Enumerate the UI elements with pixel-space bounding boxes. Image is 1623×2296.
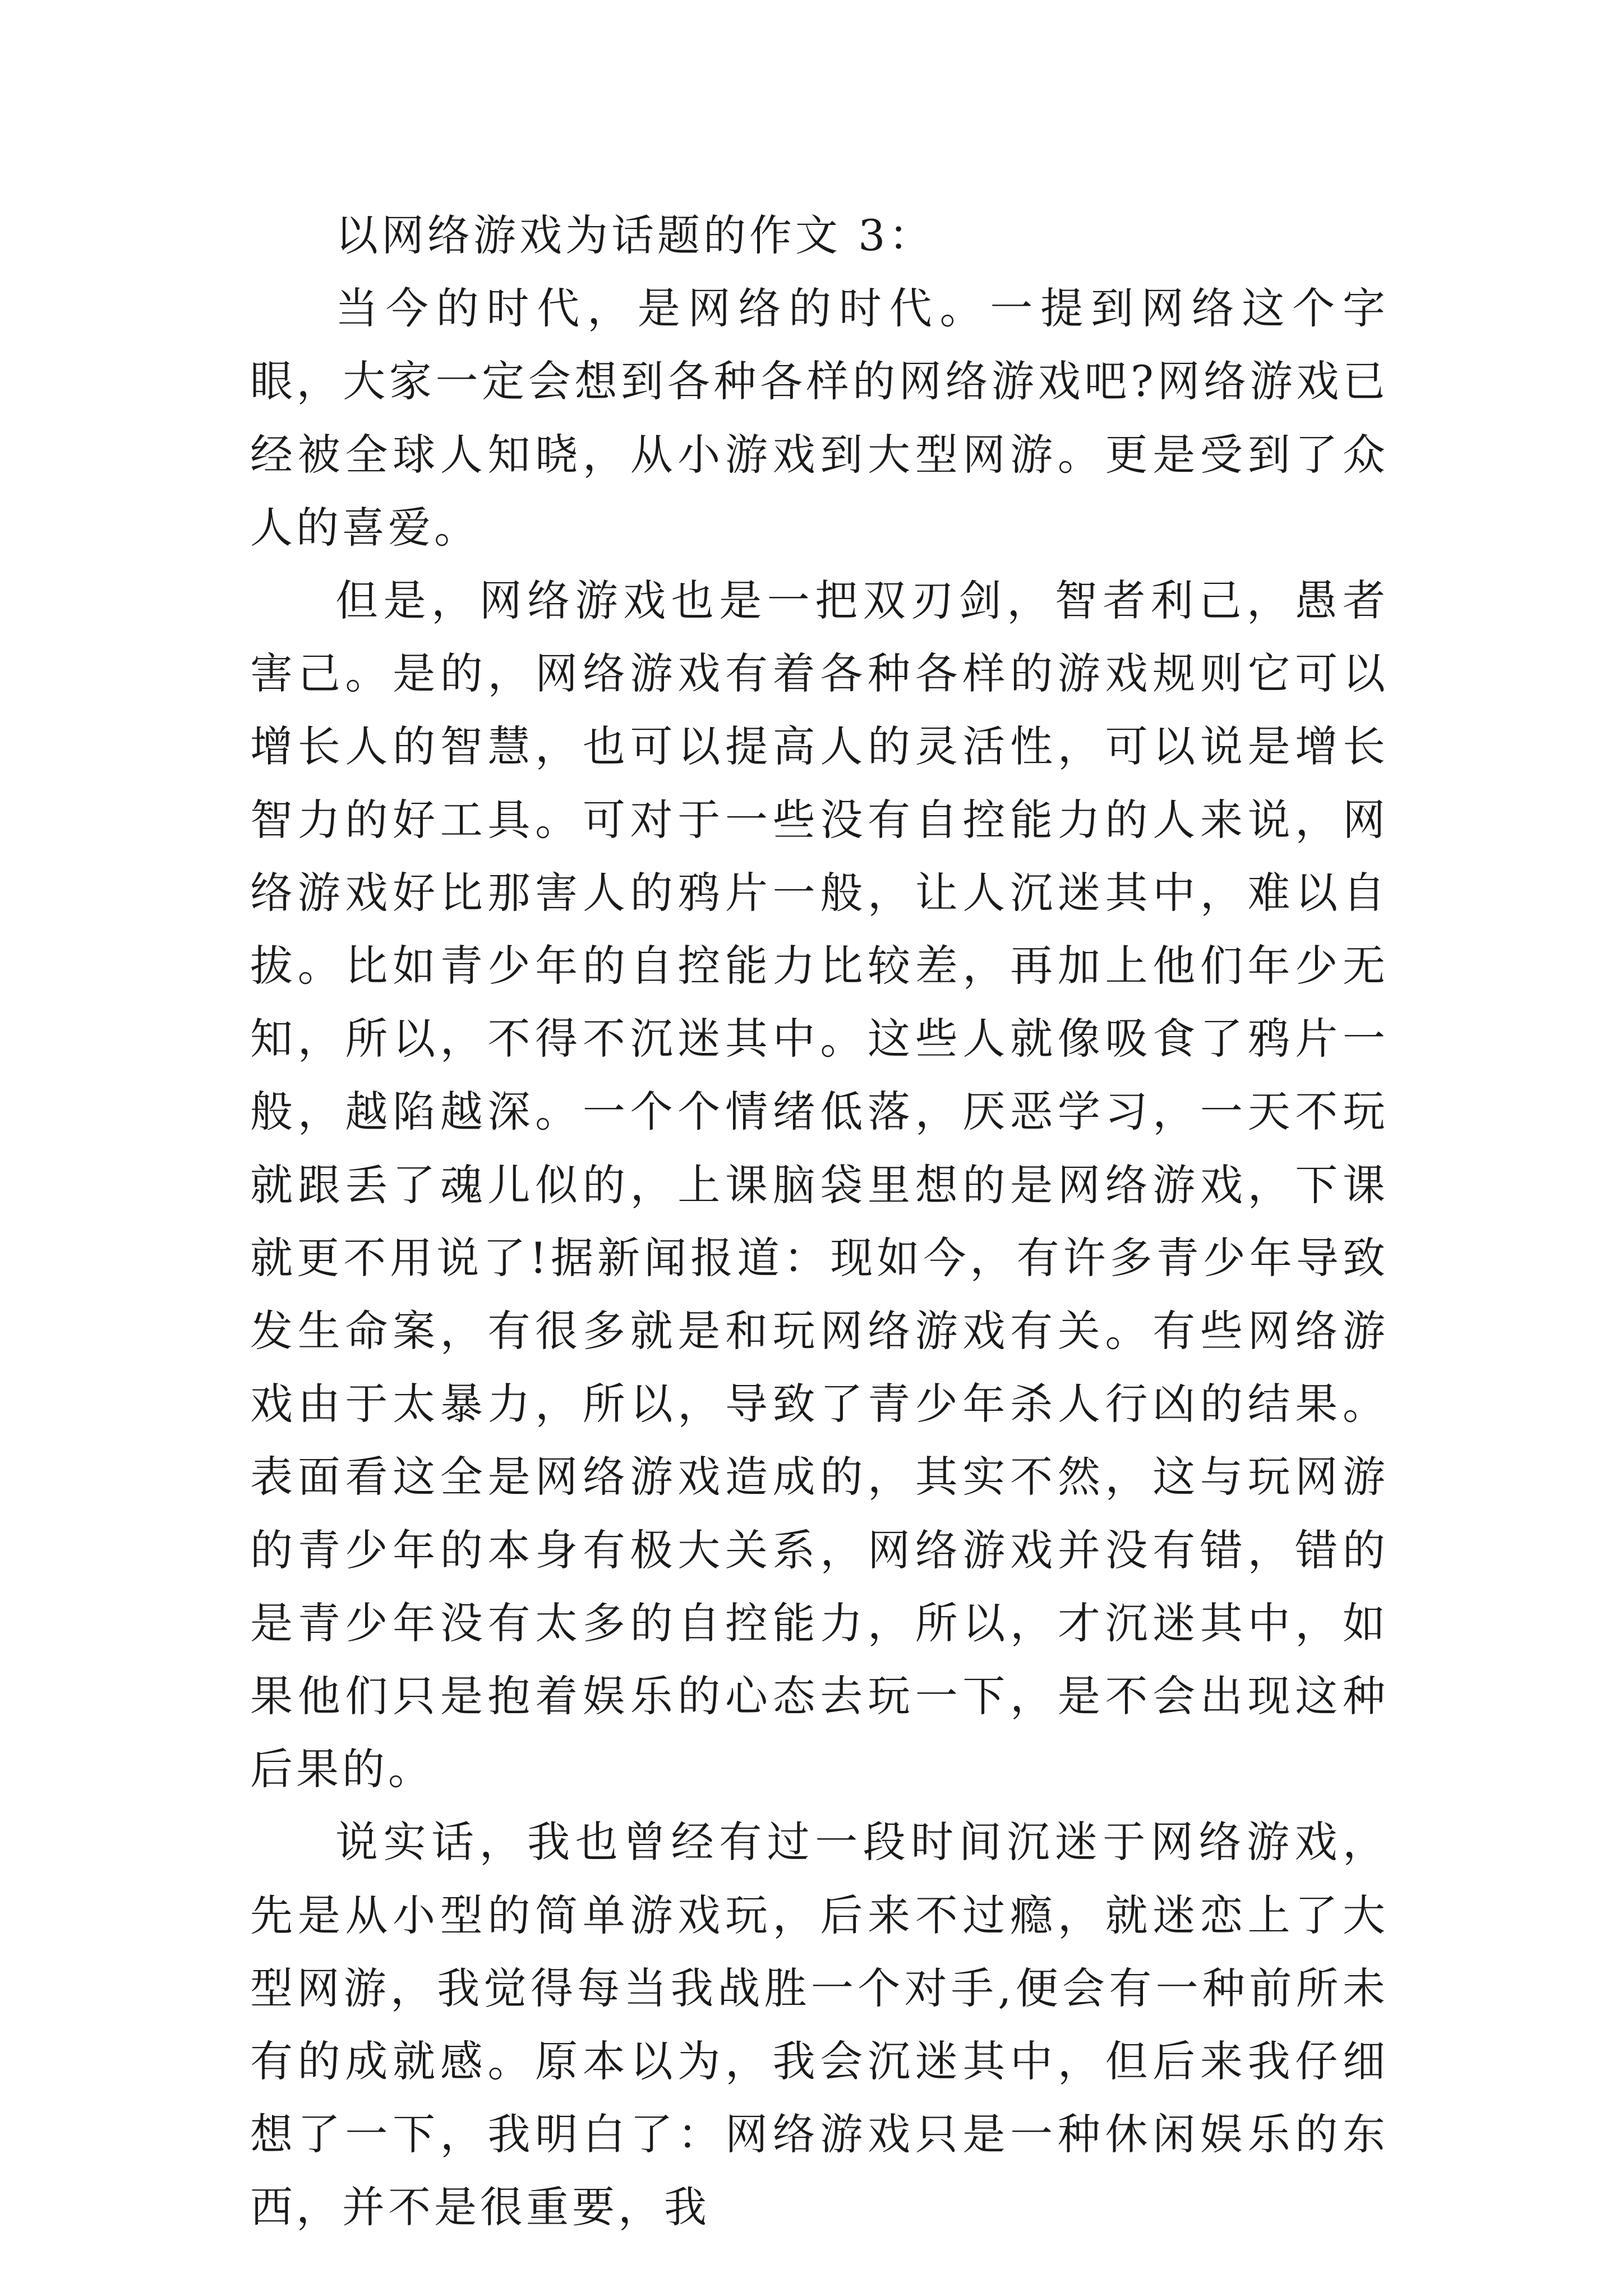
essay-heading: 以网络游戏为话题的作文 3： [335,210,935,260]
paragraph-1: 当今的时代，是网络的时代。一提到网络这个字眼，大家一定会想到各种各样的网络游戏吧?网络游戏已经被全球人知晓，从小游戏到大型网游。更是受到了众人的喜爱。 [250,283,1389,553]
paragraph-3: 说实话，我也曾经有过一段时间沉迷于网络游戏，先是从小型的简单游戏玩，后来不过瘾，就迷恋上了大型网游，我觉得每当我战胜一个对手,便会有一种前所未有的成就感。原本以为，我会沉迷其中，但后来我仔细想了一下，我明白了：网络游戏只是一种休闲娱乐的东西，并不是很重要，我 [250,1817,1389,2233]
essay-body [250,199,1389,2244]
paragraph-2: 但是，网络游戏也是一把双刃剑，智者利己，愚者害己。是的，网络游戏有着各种各样的游戏规则它可以增长人的智慧，也可以提高人的灵活性，可以说是增长智力的好工具。可对于一些没有自控能力的人来说，网络游戏好比那害人的鸦片一般，让人沉迷其中，难以自拔。比如青少年的自控能力比较差，再加上他们年少无知，所以，不得不沉迷其中。这些人就像吸食了鸦片一般，越陷越深。一个个情绪低落，厌恶学习，一天不玩就跟丢了魂儿似的，上课脑袋里想的是网络游戏，下课就更不用说了!据新闻报道：现如今，有许多青少年导致发生命案，有很多就是和玩网络游戏有关。有些网络游戏由于太暴力，所以，导致了青少年杀人行凶的结果。表面看这全是网络游戏造成的，其实不然，这与玩网游的青少年的本身有极大关系，网络游戏并没有错，错的是青少年没有太多的自控能力，所以，才沉迷其中，如果他们只是抱着娱乐的心态去玩一下，是不会出现这种后果的。 [250,576,1389,1795]
